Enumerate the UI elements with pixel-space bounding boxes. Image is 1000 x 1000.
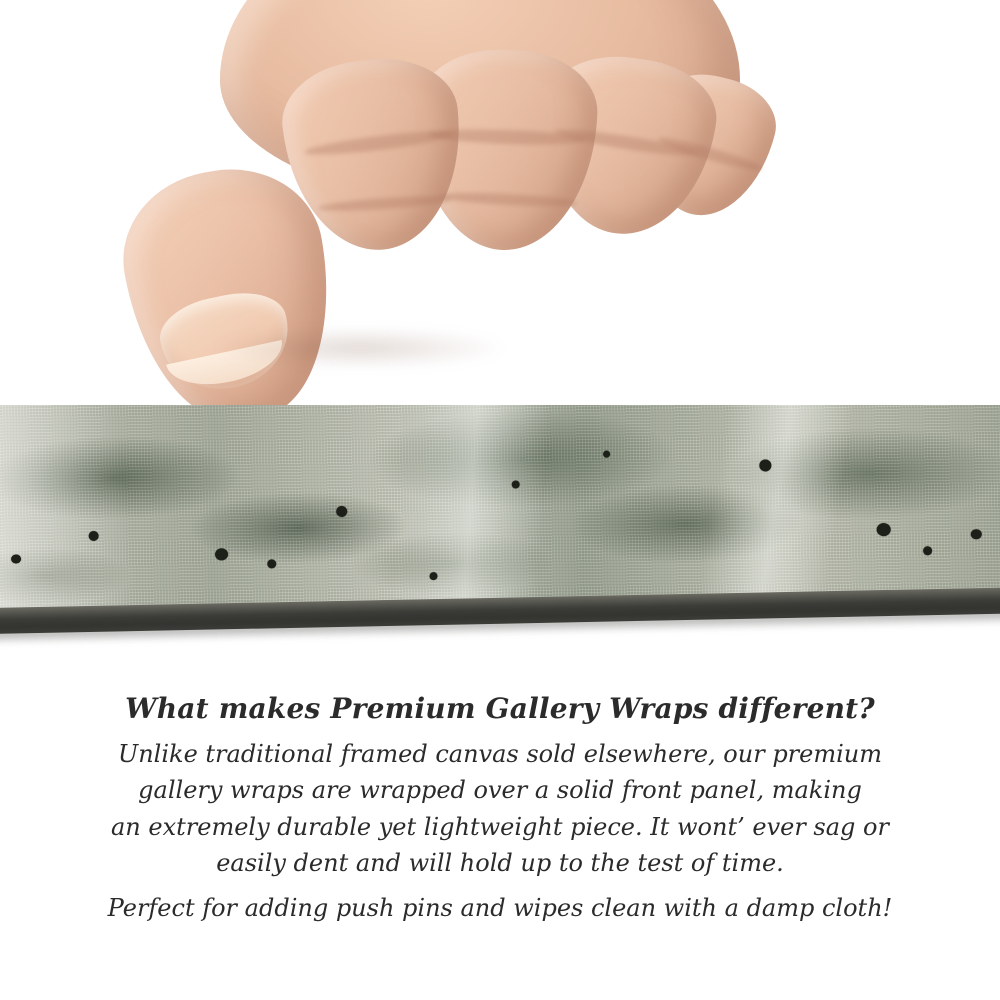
canvas-printed-surface: [0, 405, 1000, 620]
canvas-wrap-edge: [0, 405, 1000, 655]
caption-block: [0, 690, 1000, 926]
caption-line: Unlike traditional framed canvas sold elsewhere, our premium: [117, 739, 882, 768]
caption-final-line: Perfect for adding push pins and wipes clean with a damp cloth!: [107, 893, 893, 922]
caption-line: an extremely durable yet lightweight piece. It wont’ ever sag or: [111, 812, 889, 841]
canvas-speck: [267, 559, 276, 568]
canvas-speck: [603, 451, 610, 458]
hand-shadow: [210, 328, 510, 368]
caption-line: gallery wraps are wrapped over a solid front panel, making: [138, 776, 862, 805]
caption-line: easily dent and will hold up to the test of time.: [216, 849, 784, 878]
hand-illustration: [90, 0, 730, 420]
canvas-paint-streaks: [0, 405, 1000, 620]
caption-heading: What makes Premium Gallery Wraps different?: [125, 692, 875, 725]
